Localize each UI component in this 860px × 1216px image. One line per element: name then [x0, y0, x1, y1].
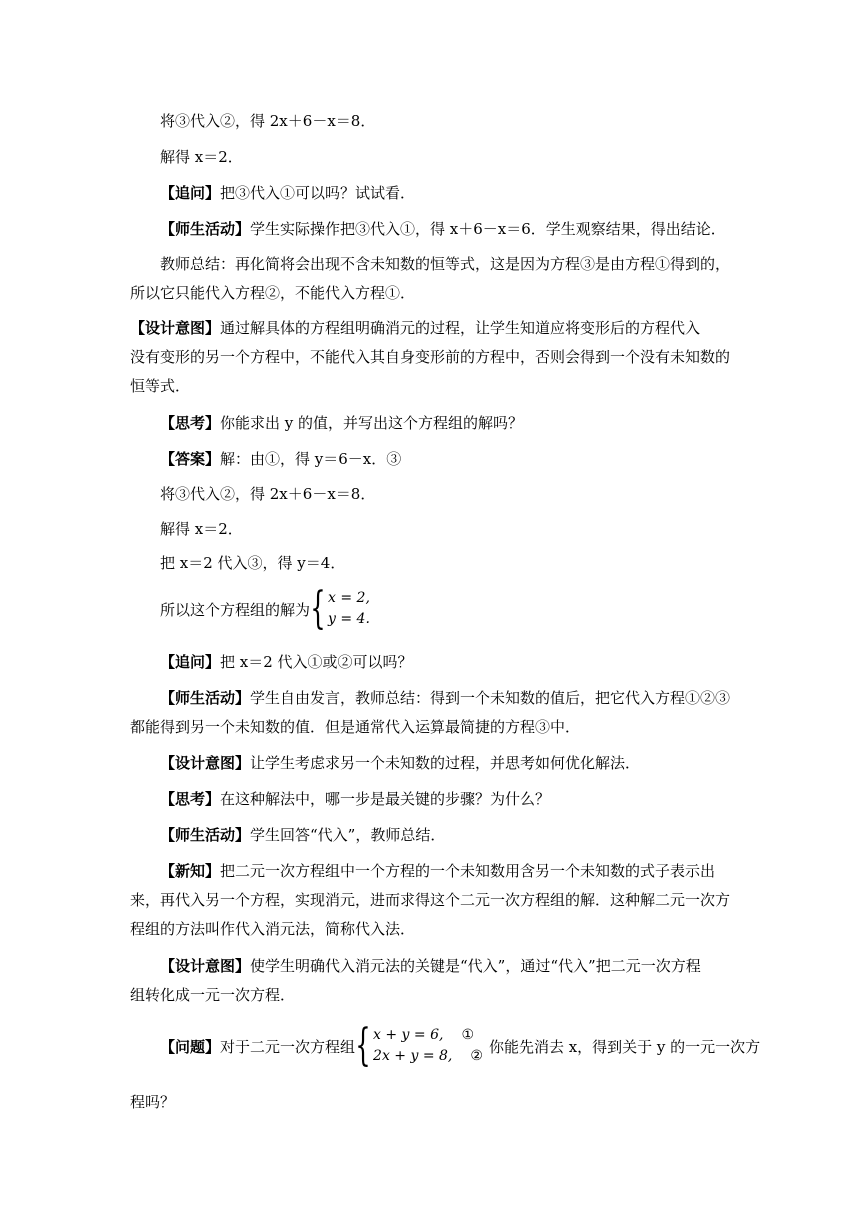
- paragraph-line: 【师生活动】学生自由发言，教师总结：得到一个未知数的值后，把它代入方程①②③: [160, 689, 731, 707]
- paragraph-line: 没有变形的另一个方程中，不能代入其自身变形前的方程中，否则会得到一个没有未知数的: [130, 348, 731, 366]
- paragraph-line: 【答案】解：由①，得 y＝6－x．③: [160, 450, 402, 468]
- problem-text-continued: 你能先消去 x，得到关于 y 的一元一次方: [488, 1037, 761, 1056]
- paragraph-line: 将③代入②，得 2x＋6－x＝8．: [160, 112, 376, 130]
- problem-line: [160, 1020, 761, 1071]
- paragraph-line: 所以它只能代入方程②，不能代入方程①．: [130, 284, 416, 302]
- paragraph-line: 恒等式．: [130, 377, 191, 395]
- paragraph-line: 程组的方法叫作代入消元法，简称代入法．: [130, 920, 416, 938]
- paragraph-line: 【新知】把二元一次方程组中一个方程的一个未知数用含另一个未知数的式子表示出: [160, 862, 716, 880]
- brace-symbol: {: [355, 1020, 371, 1071]
- paragraph-line: 来，再代入另一个方程，实现消元，进而求得这个二元一次方程组的解．这种解二元一次方: [130, 891, 731, 909]
- paragraph-line: 【思考】在这种解法中，哪一步是最关键的步骤？为什么？: [160, 790, 551, 808]
- paragraph-line: 【思考】你能求出 y 的值，并写出这个方程组的解吗？: [160, 414, 524, 432]
- equation: y = 4.: [328, 611, 370, 627]
- paragraph-line: 【追问】把③代入①可以吗？试试看．: [160, 184, 416, 202]
- problem-label: 【问题】: [160, 1037, 221, 1056]
- paragraph-line: 【设计意图】使学生明确代入消元法的关键是“代入”，通过“代入”把二元一次方程: [160, 957, 701, 975]
- paragraph-line: 【师生活动】学生回答“代入”，教师总结．: [160, 826, 446, 844]
- paragraph-line: 解得 x＝2．: [160, 148, 243, 166]
- paragraph-line: 【追问】把 x＝2 代入①或②可以吗？: [160, 653, 413, 671]
- solution-label: 所以这个方程组的解为: [160, 600, 311, 619]
- brace-symbol: {: [310, 583, 326, 634]
- paragraph-line: 解得 x＝2．: [160, 520, 243, 538]
- solution-line: [160, 583, 370, 634]
- paragraph-line: 【设计意图】通过解具体的方程组明确消元的过程，让学生知道应将变形后的方程代入: [130, 319, 701, 337]
- equation: x = 2,: [328, 590, 370, 606]
- problem-text: 对于二元一次方程组: [220, 1037, 356, 1056]
- paragraph-line: 把 x＝2 代入③，得 y＝4．: [160, 554, 346, 572]
- paragraph-line: 【设计意图】让学生考虑求另一个未知数的过程，并思考如何优化解法．: [160, 754, 641, 772]
- equation: x + y = 6, ①: [373, 1027, 475, 1043]
- paragraph-line: 【师生活动】学生实际操作把③代入①，得 x＋6－x＝6．学生观察结果，得出结论．: [160, 220, 726, 238]
- paragraph-line: 都能得到另一个未知数的值．但是通常代入运算最简捷的方程③中．: [130, 718, 581, 736]
- paragraph-line: 组转化成一元一次方程．: [130, 986, 296, 1004]
- paragraph-line: 教师总结：再化简将会出现不含未知数的恒等式，这是因为方程③是由方程①得到的，: [160, 255, 731, 273]
- paragraph-line: 程吗？: [130, 1093, 176, 1111]
- equation: 2x + y = 8, ②: [373, 1048, 483, 1064]
- paragraph-line: 将③代入②，得 2x＋6－x＝8．: [160, 485, 376, 503]
- problem-system: [373, 1025, 483, 1067]
- solution-system: [328, 588, 370, 630]
